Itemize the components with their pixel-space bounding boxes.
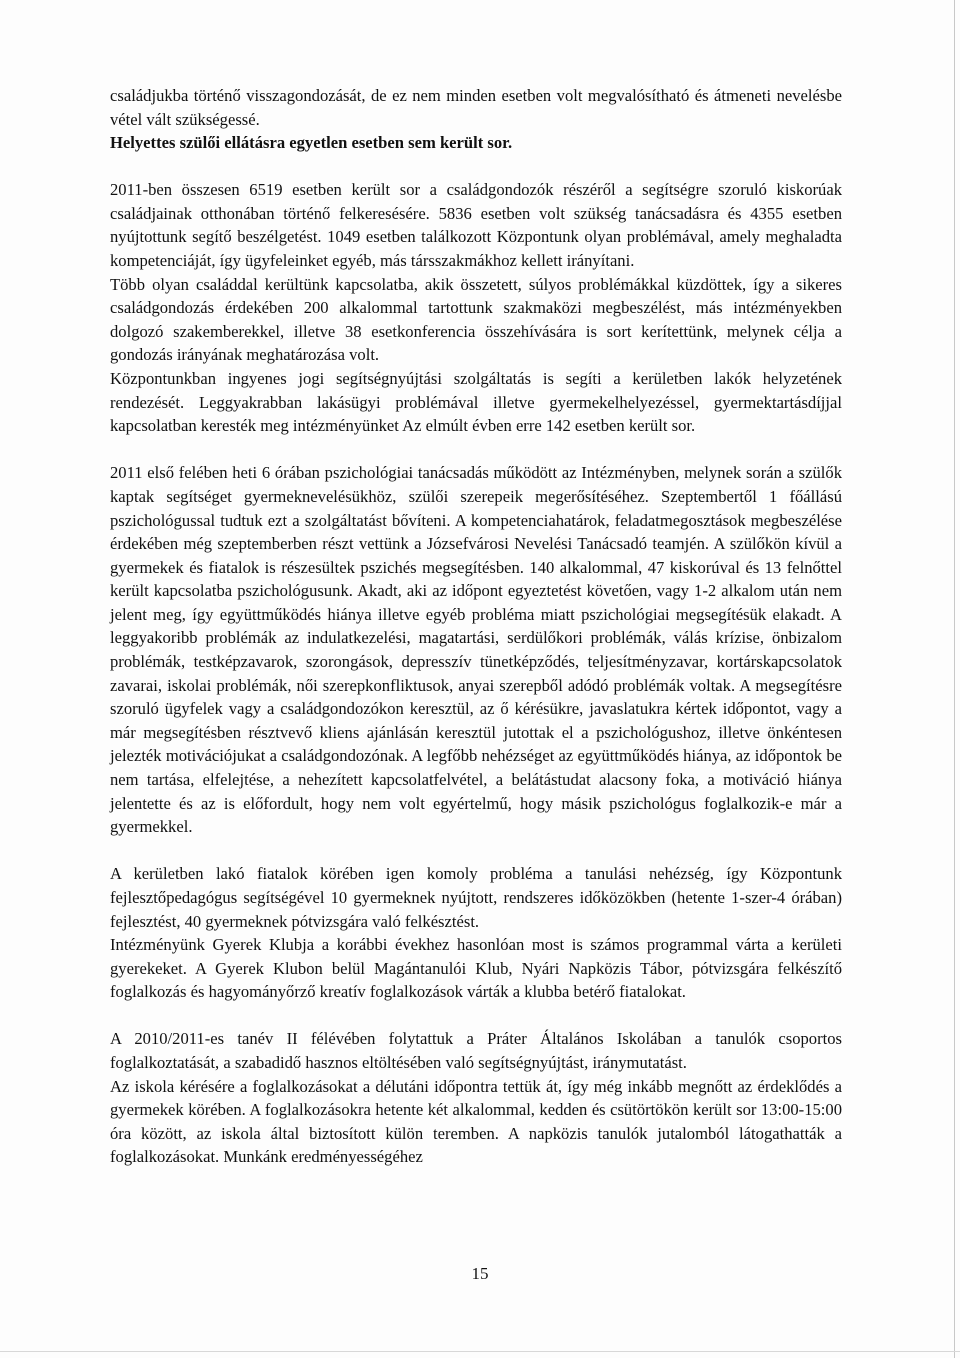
paragraph-gap (110, 839, 842, 863)
page-number: 15 (471, 1264, 489, 1283)
paragraph: Több olyan családdal kerültünk kapcsolatba, akik összetett, súlyos problémákkal küzdöttek, így a sikeres családgondozás érdekében 200 alkalommal tartottunk szakmaközi megbeszélést, más intézményekben dolgozó szakemberekkel, illetve 38 esetkonferencia összehívására is sort kerítettünk, melynek célja a gondozás irányának meghatározása volt. (110, 274, 842, 365)
paragraph: Intézményünk Gyerek Klubja a korábbi évekhez hasonlóan most is számos programmal várta a kerületi gyerekeket. A Gyerek Klubon belül Magántanulói Klub, Nyári Napközis Tábor, pótvizsgára felkészítő foglalkozás és hagyományőrző kreatív foglalkozások várták a klubba betérő fiatalokat. (110, 935, 842, 1002)
paragraph: 2011-ben összesen 6519 esetben került sor a családgondozók részéről a segítségre szoruló kiskorúak családjainak otthonában történő felkeresésére. 5836 esetben volt szükség tanácsadásra és 4355 esetben nyújtottunk segítő beszélgetést. 1049 esetben találkozott Központunk olyan problémával, amely meghaladta kompetenciáját, így ügyfeleinket egyéb, más társszakmákhoz kellett irányítani. (110, 180, 842, 271)
paragraph: családjukba történő visszagondozását, de ez nem minden esetben volt megvalósítható és átmeneti nevelésbe vétel vált szükségessé. (110, 86, 842, 129)
paragraph: Központunkban ingyenes jogi segítségnyújtási szolgáltatás is segíti a kerületben lakók helyzetének rendezését. Leggyakrabban lakásügyi problémával illetve gyermekelhelyezéssel, gyermektartásdíjjal kapcsolatban keresték meg intézményünket Az elmúlt évben erre 142 esetben került sor. (110, 369, 842, 436)
paragraph-gap (110, 1004, 842, 1028)
document-body (110, 84, 842, 1169)
paragraph-gap (110, 155, 842, 179)
page-bottom-line (0, 1351, 960, 1352)
paragraph: 2011 első felében heti 6 órában pszichológiai tanácsadás működött az Intézményben, melynek során a szülők kaptak segítséget gyermeknevelésükhöz, szülői szerepeik megerősítéséhez. Szeptembertől 1 főállású pszichológussal tudtuk ezt a szolgáltatást bővíteni. A kompetenciahatárok, feladatmegosztások megbeszélése érdekében még szeptemberben részt vettünk a Józsefvárosi Nevelési Tanácsadó teamjén. A szülőkön kívül a gyermekek és fiatalok is részesültek pszichés megsegítésben. 140 alkalommal, 47 kiskorúval és 13 felnőttel került kapcsolatba pszichológusunk. Akadt, aki az időpont egyeztetést követően, vagy 1-2 alkalom után nem jelent meg, így együttműködés hiánya illetve egyéb probléma miatt pszichológiai megsegítésük elakadt. A leggyakoribb problémák az indulatkezelési, magatartási, serdülőkori problémák, válás krízise, önbizalom problémák, testképzavarok, szorongások, depresszív tünetképződés, teljesítményzavar, kortárskapcsolatok zavarai, iskolai problémák, női szerepkonfliktusok, anyai szerepből adódó problémák voltak. A megsegítésre szoruló ügyfelek vagy a családgondozókon keresztül, az ő kérésükre, javaslatukra kértek időpontot, vagy a már megsegítésben résztvevő kliens ajánlásán keresztül jutottak el a pszichológushoz, illetve önkéntesen jelezték motivációjukat a családgondozónak. A legfőbb nehézséget az együttműködés hiánya, az időpontok be nem tartása, elfelejtése, a nehezített kapcsolatfelvétel, a belátástudat alacsony foka, a motiváció hiánya jelentette és az is előfordult, hogy nem volt egyértelmű, hogy másik pszichológus foglalkozik-e már a gyermekkel. (110, 463, 842, 837)
paragraph: Az iskola kérésére a foglalkozásokat a délutáni időpontra tettük át, így még inkább megnőtt az érdeklődés a gyermekek körében. A foglalkozásokra hetente két alkalommal, kedden és csütörtökön került sor 13:00-15:00 óra között, az iskola által biztosított külön teremben. A napközis tanulók jutalomból látogathatták a foglalkozásokat. Munkánk eredményességéhez (110, 1076, 842, 1167)
paragraph: A 2010/2011-es tanév II félévében folytattuk a Práter Általános Iskolában a tanulók csoportos foglalkoztatását, a szabadidő hasznos eltöltésében való segítségnyújtást, iránymutatást. (110, 1029, 842, 1072)
page-edge-line (954, 0, 955, 1358)
paragraph-gap (110, 438, 842, 462)
paragraph: A kerületben lakó fiatalok körében igen komoly probléma a tanulási nehézség, így Központunk fejlesztőpedagógus segítségével 10 gyermeknek nyújtott, rendszeres időközökben (hetente 1-szer-4 órában) fejlesztést, 40 gyermeknek pótvizsgára való felkésztést. (110, 864, 842, 931)
bold-paragraph: Helyettes szülői ellátásra egyetlen esetben sem került sor. (110, 133, 513, 153)
